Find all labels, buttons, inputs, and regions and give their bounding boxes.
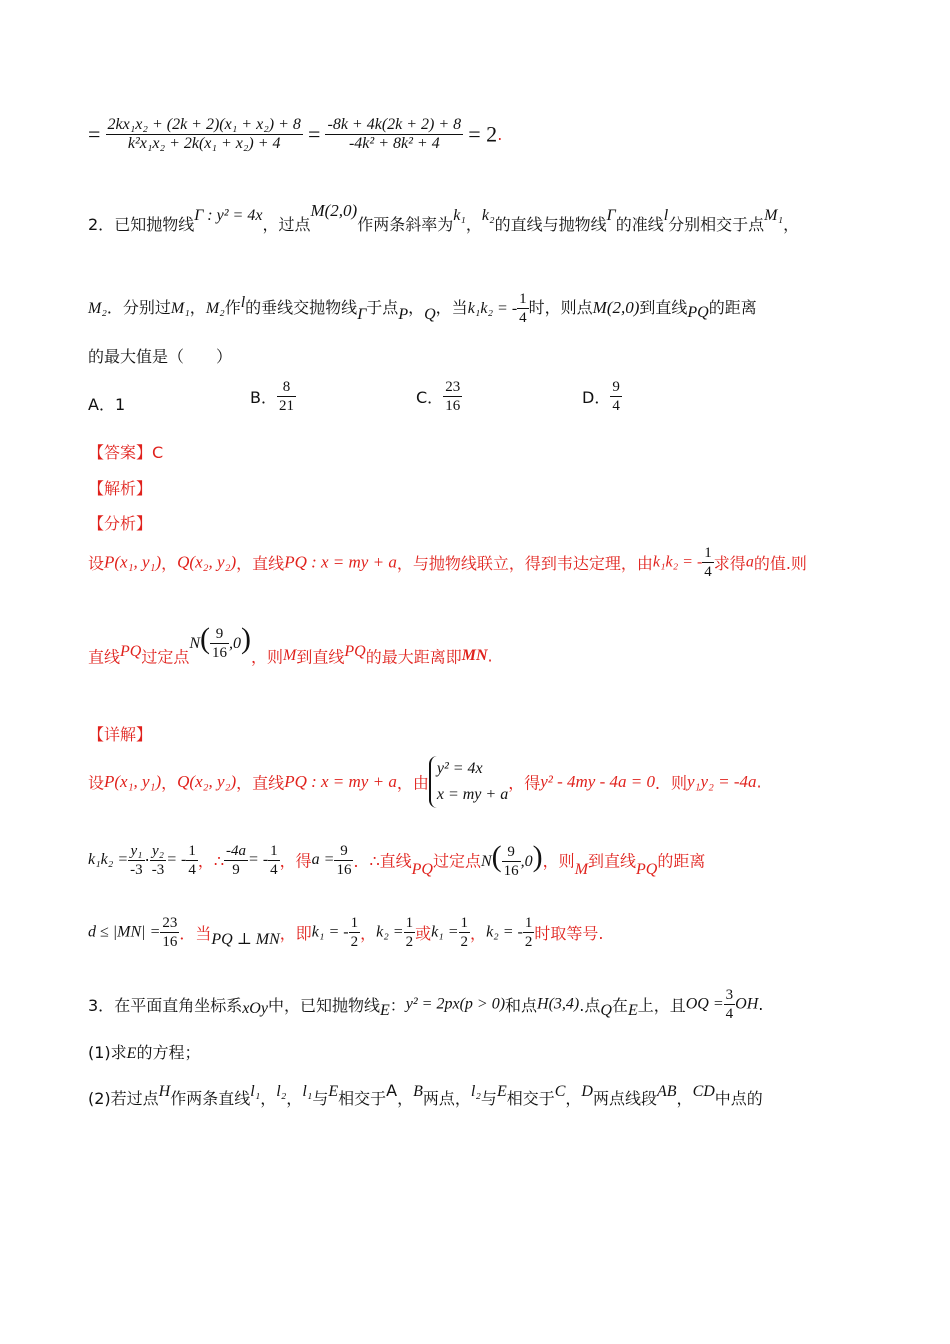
top-formula: = $\frac{\text{2kx₁x₂ + (2k + 2)(x₁ + x₂) + 8}}{\text{k²x₁x₂ + 2k(x₁ + x₂) + 4}}$ = $\frac{-8k + 4k(2k + 2) + 8}{\text{-4k² + 8k² + 4}}$ = 2. xyxy=(88,116,503,152)
fenxi-line1: 设P(x₁, y₁)，Q(x₂, y₂)，直线PQ : x = my + a，与抛物线联立，得到韦达定理，由k₁k₂ = - $\frac{1}{4}$ 求得a的值.则 xyxy=(88,545,807,580)
q3-sub2: (2)若过点H作两条直线l₁，l₂，l₁与E相交于A，B两点，l₂与E相交于C，D两点线段AB，CD中点的 xyxy=(88,1081,763,1108)
detail-header: 【详解】 xyxy=(88,725,153,744)
option-a[interactable]: A．1 xyxy=(88,395,126,414)
option-b[interactable]: B． $\frac{8}{21}$ xyxy=(250,379,294,414)
q2-line1: 2．已知抛物线Γ : y² = 4x，过点M(2,0)作两条斜率为k₁，k₂的直线与抛物线Γ的准线l分别相交于点M₁， xyxy=(88,201,800,234)
top-formula-lhs: $\frac{\text{2kx₁x₂ + (2k + 2)(x₁ + x₂) + 8}}{\text{k²x₁x₂ + 2k(x₁ + x₂) + 4}}$ xyxy=(107,116,301,152)
q3-line1: 3．在平面直角坐标系xOy中，已知抛物线E：y² = 2px(p > 0)和点H(3,4).点Q在E上，且OQ = $\frac{3}{4}$ OH. xyxy=(88,987,764,1022)
analysis-header: 【解析】 xyxy=(88,479,153,498)
option-d[interactable]: D． $\frac{9}{4}$ xyxy=(582,379,620,414)
answer-label: 【答案】C xyxy=(88,443,164,462)
q2-line2: M₂．分别过M₁，M₂作l的垂线交抛物线Γ于点P，Q，当k₁k₂ = - $\frac{1}{4}$ 时，则点M(2,0)到直线PQ的距离 xyxy=(88,291,757,326)
top-formula-rhs: $\frac{-8k + 4k(2k + 2) + 8}{\text{-4k² + 8k² + 4}}$ xyxy=(327,116,462,152)
detail-line1: 设P(x₁, y₁)，Q(x₂, y₂)，直线PQ : x = my + a，由 y² = 4x x = my + a ，得y² - 4my - 4a = 0．则y₁y₂ = -4a. xyxy=(88,756,762,808)
system-brace: y² = 4x x = my + a xyxy=(429,756,508,808)
q2-line3: 的最大值是（ ） xyxy=(88,347,233,366)
detail-line3: d ≤ |MN| = $\frac{23}{16}$ ．当PQ ⊥ MN，即k₁ = - $\frac{1}{2}$ ，k₂ = $\frac{1}{2}$ 或k₁ = $\frac{1}{2}$ ，k₂ = - $\frac{1}{2}$ 时取等号. xyxy=(88,915,604,950)
detail-line2: k₁k₂ = $\frac{\text{y₁}}{-3}$ · $\frac{\text{y₂}}{-3}$ = - $\frac{1}{4}$ ，∴ $\frac{-4a}{9}$ = - $\frac{1}{4}$ ，得a = $\frac{9}{16}$ ．∴直线PQ过定点N( $\frac{9}{16}$ ,0)，则M到直线PQ的距离 xyxy=(88,840,706,879)
option-c[interactable]: C． $\frac{23}{16}$ xyxy=(416,379,461,414)
fenxi-header: 【分析】 xyxy=(88,514,153,533)
q3-sub1: (1)求E的方程； xyxy=(88,1043,201,1062)
fenxi-line2: 直线PQ过定点N( $\frac{9}{16}$ ,0)，则M到直线PQ的最大距离即MN. xyxy=(88,622,493,667)
